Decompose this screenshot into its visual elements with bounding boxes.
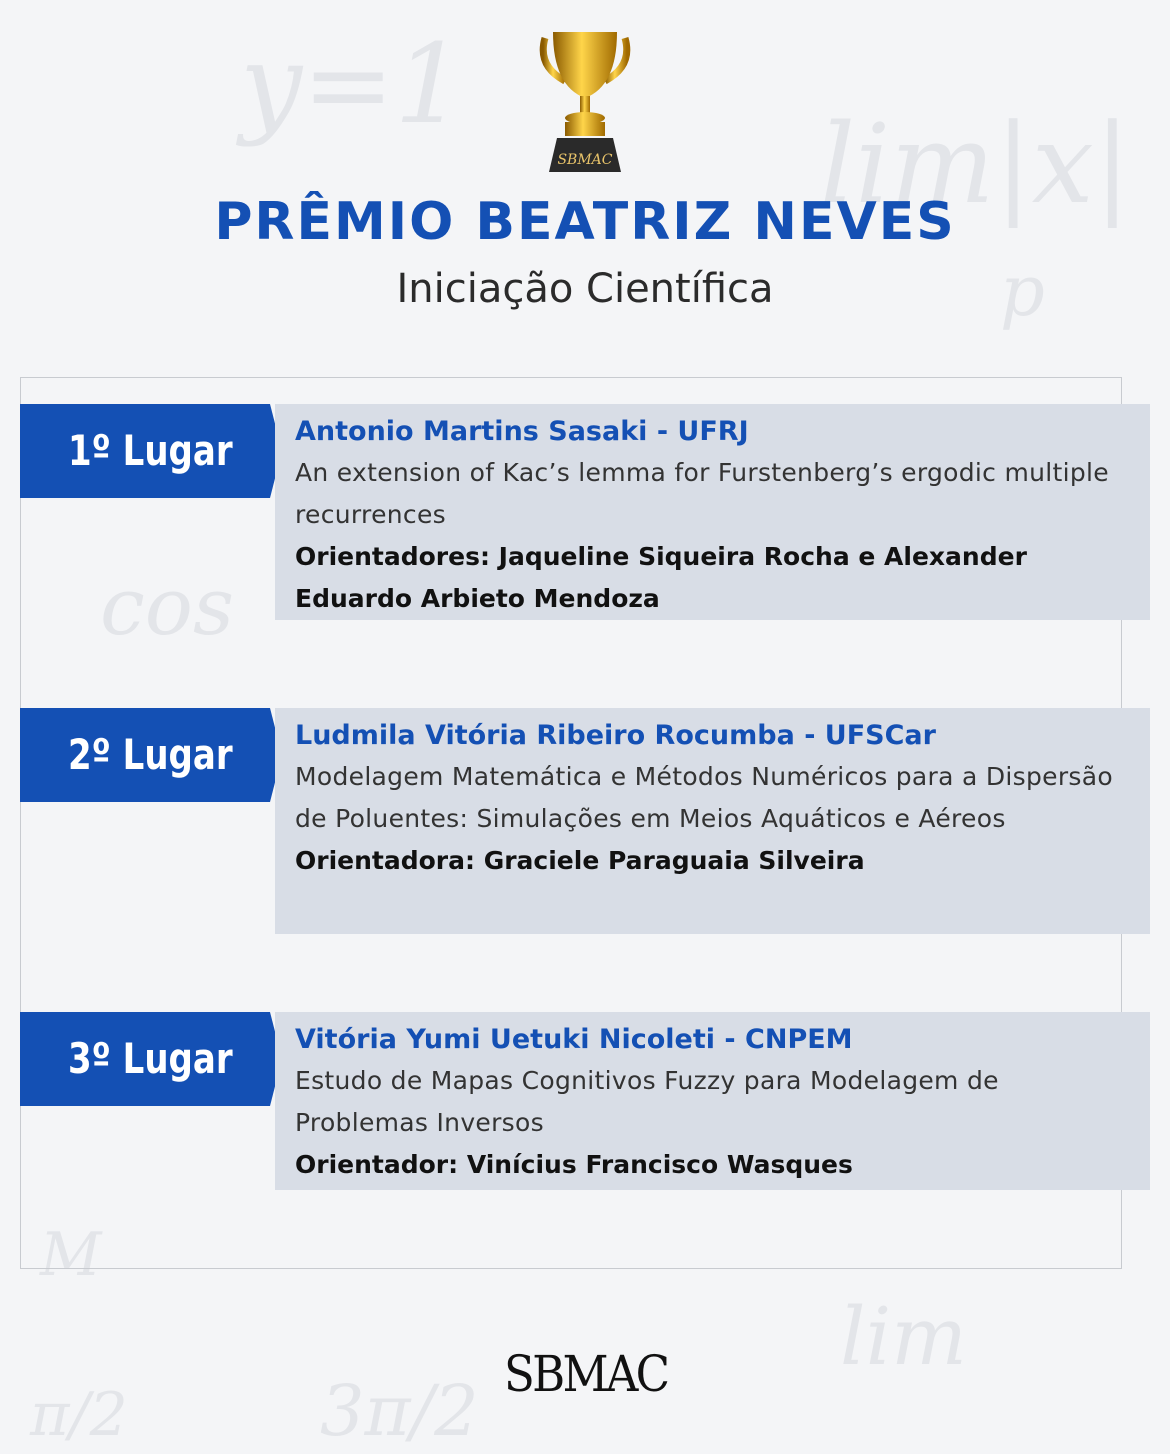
place-badge-3 bbox=[20, 1012, 282, 1106]
work-title: Estudo de Mapas Cognitivos Fuzzy para Modelagem de Problemas Inversos bbox=[295, 1066, 999, 1137]
award-card-3 bbox=[275, 1012, 1150, 1190]
page-subtitle: Iniciação Científica bbox=[396, 266, 774, 312]
place-badge-1 bbox=[20, 404, 282, 498]
advisor: Orientadores: Jaqueline Siqueira Rocha e Alexander Eduardo Arbieto Mendoza bbox=[295, 542, 1027, 613]
place-label: 1º Lugar bbox=[68, 426, 233, 475]
award-card-2 bbox=[275, 708, 1150, 934]
sbmac-logo: SBMAC bbox=[504, 1345, 668, 1403]
winner-name: Antonio Martins Sasaki - UFRJ bbox=[295, 416, 749, 447]
place-badge-2 bbox=[20, 708, 282, 802]
trophy-icon bbox=[535, 26, 635, 176]
place-label: 3º Lugar bbox=[68, 1034, 233, 1083]
work-title: An extension of Kac’s lemma for Furstenberg’s ergodic multiple recurrences bbox=[295, 458, 1109, 529]
winner-name: Vitória Yumi Uetuki Nicoleti - CNPEM bbox=[295, 1024, 853, 1055]
advisor: Orientador: Vinícius Francisco Wasques bbox=[295, 1150, 853, 1179]
trophy-badge: SBMAC bbox=[557, 152, 613, 168]
advisor: Orientadora: Graciele Paraguaia Silveira bbox=[295, 846, 865, 875]
award-card-1 bbox=[275, 404, 1150, 620]
winner-name: Ludmila Vitória Ribeiro Rocumba - UFSCar bbox=[295, 720, 936, 751]
page-title: PRÊMIO BEATRIZ NEVES bbox=[214, 192, 956, 252]
place-label: 2º Lugar bbox=[68, 730, 233, 779]
work-title: Modelagem Matemática e Métodos Numéricos para a Dispersão de Poluentes: Simulações em Meios Aquáticos e Aéreos bbox=[295, 762, 1113, 833]
